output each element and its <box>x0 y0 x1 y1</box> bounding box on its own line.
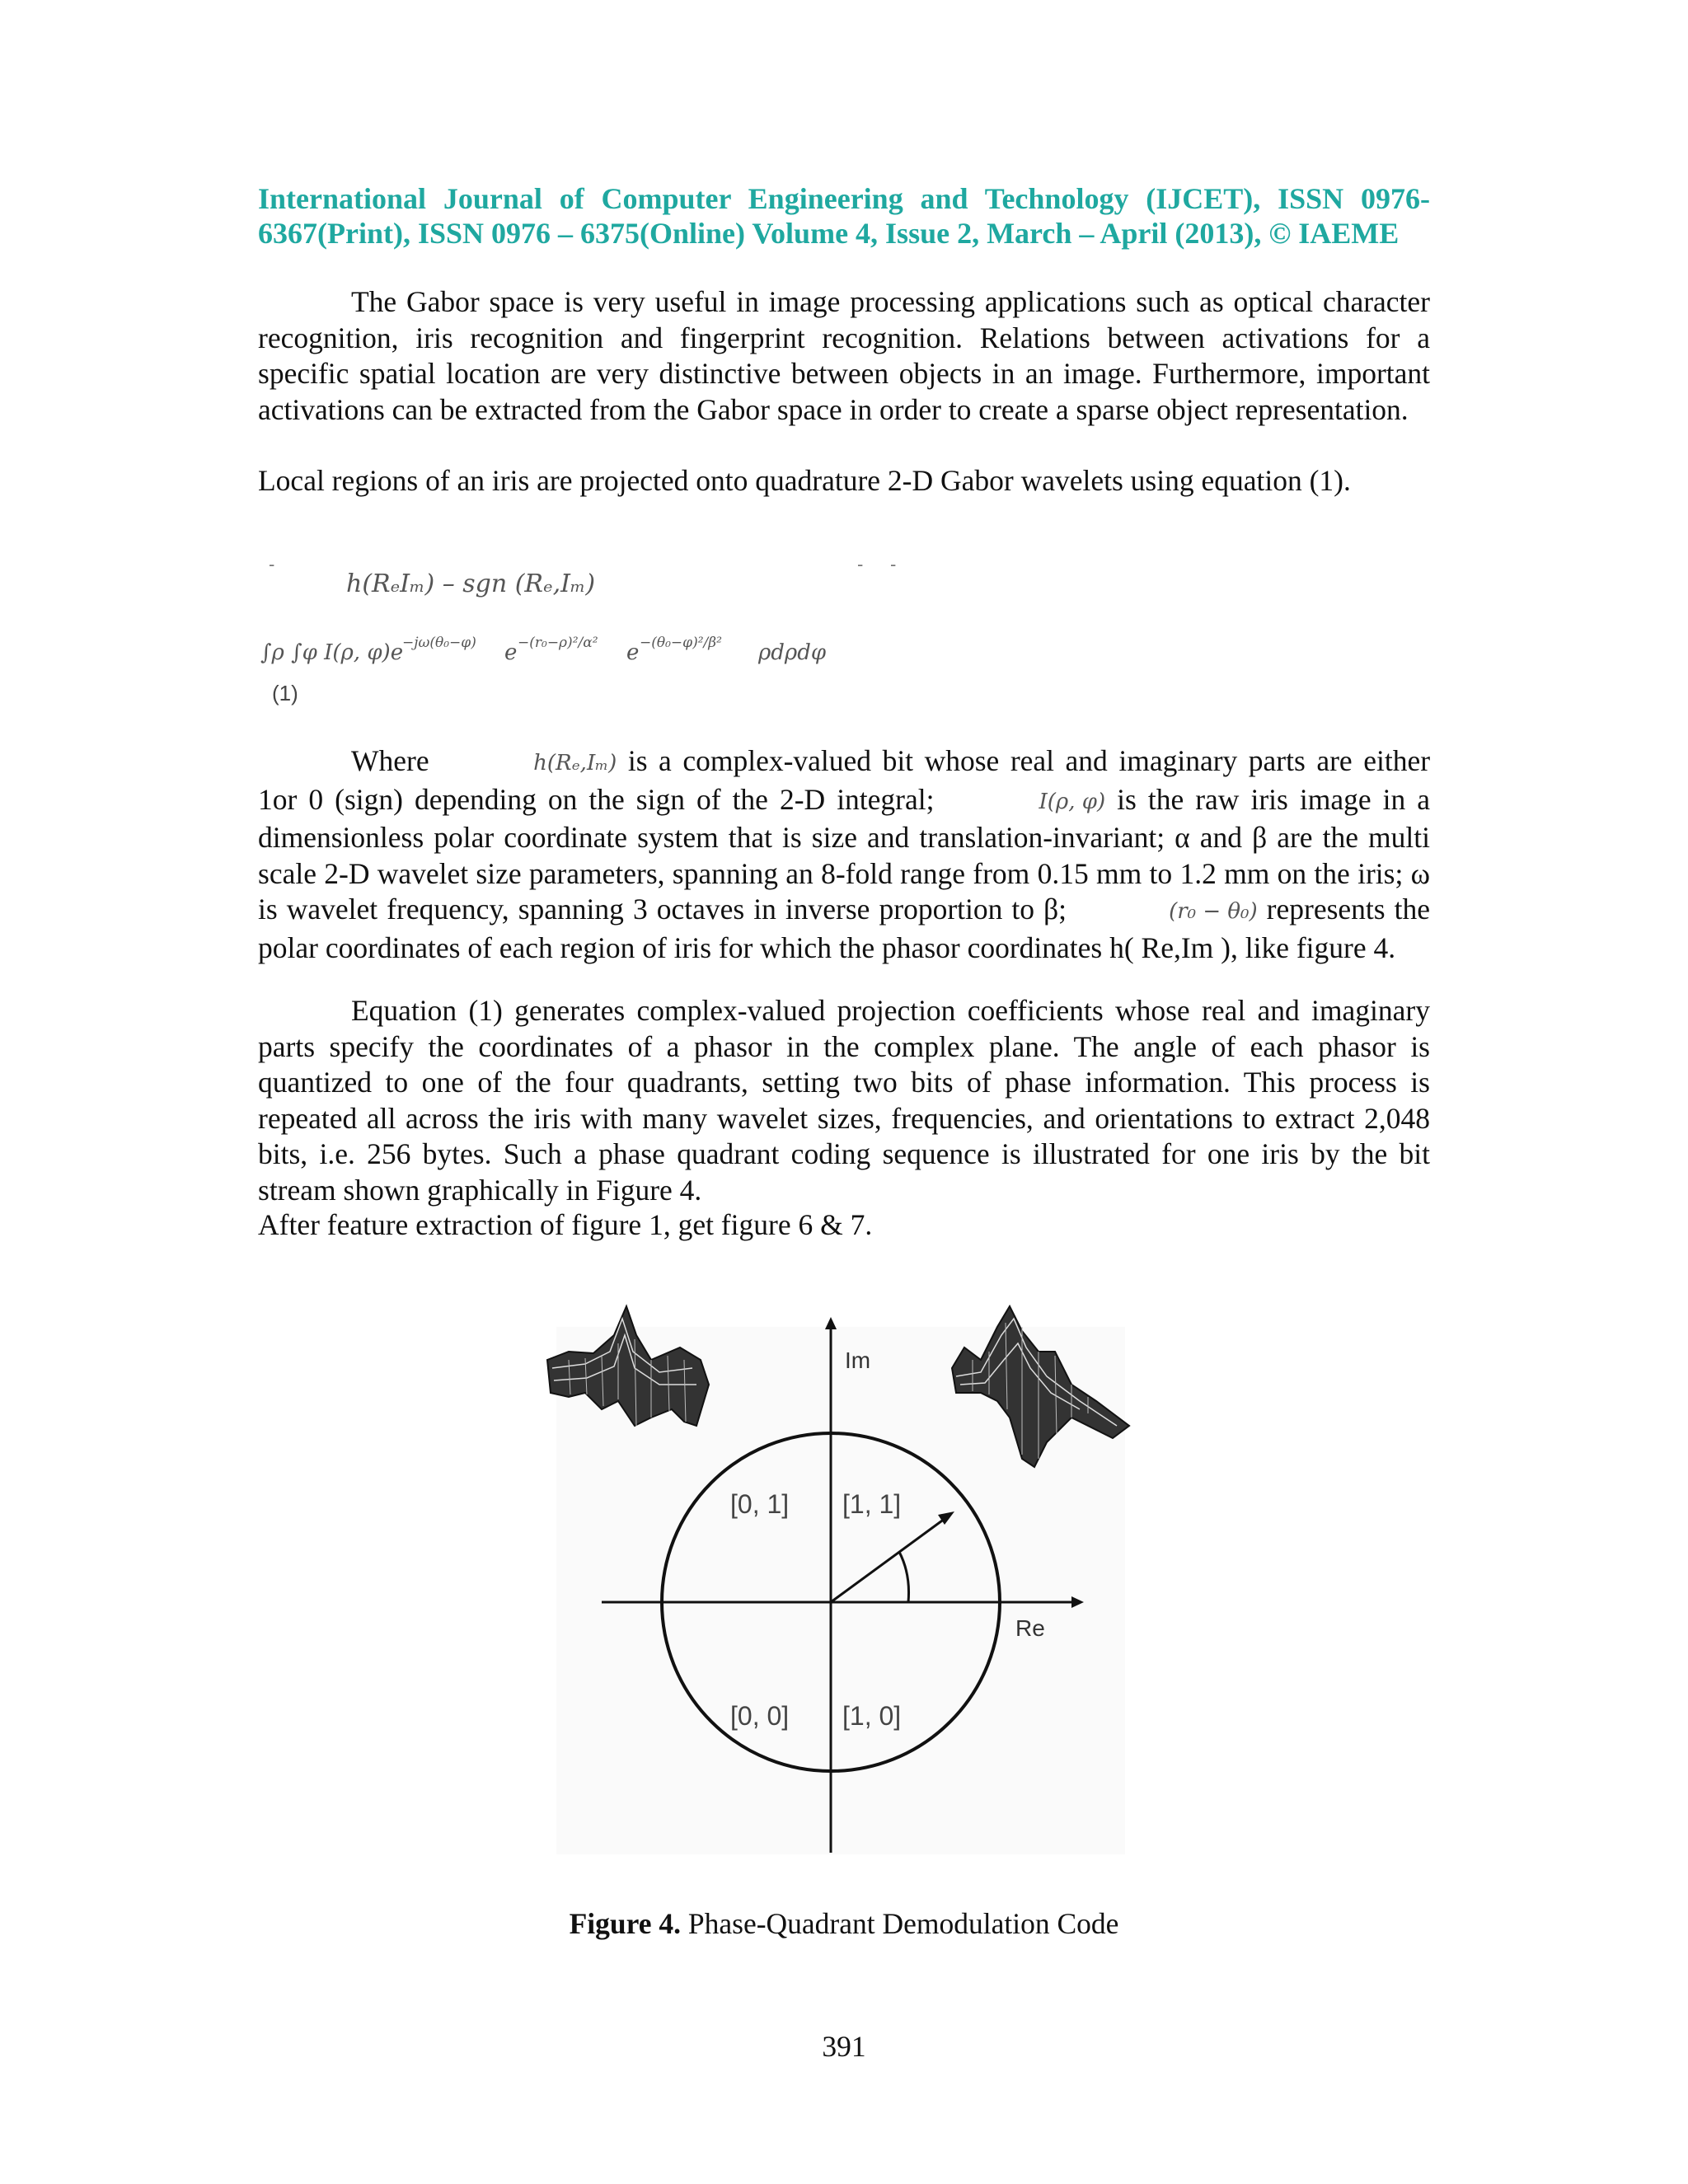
equation-line-2-exp-3: −(θ₀−φ)²/β² <box>640 635 722 651</box>
equation-line-2-e-2: e <box>504 640 518 665</box>
page-number: 391 <box>822 2030 866 2063</box>
figure-4-caption <box>0 1905 1688 1942</box>
paragraph-gabor-space: The Gabor space is very useful in image processing applications such as optical character recognition, iris recognition and fingerprint recognition. Relations between activations for a specific spatial location are very distinctive between objects in an image. Furthermore, important activations can be extracted from the Gabor space in order to create a sparse object representation. <box>258 285 1430 426</box>
symbol-i-rho-phi: I(ρ, φ) <box>1039 789 1106 814</box>
equation-line-2-e-3: e <box>626 640 640 665</box>
paragraph-after-feature: After feature extraction of figure 1, get figure 6 & 7. <box>258 1208 873 1241</box>
where-text-4: represents the polar coordinates of each region of iris for which the phasor coordinates h( Re,Im ), like figure 4. <box>258 893 1431 964</box>
figure-4-phase-quadrant <box>536 1302 1146 1863</box>
where-text-3: is the raw iris image in a dimensionless polar coordinate system that is size and translation-invariant; α and β are the multi scale 2-D wavelet size parameters, spanning an 8-fold range from 0.15 mm to 1.2 mm on the iris; ω is wavelet frequency, spanning 3 octaves in inverse proportion to β; <box>258 782 1430 926</box>
symbol-r0-theta0: (r₀ − θ₀) <box>1169 899 1258 925</box>
quadrant-label-0-0: [0, 0] <box>730 1701 790 1731</box>
equation-line-1: h(RₑIₘ) – sgn (Rₑ,Iₘ) <box>346 569 596 598</box>
equation-dash-1: - <box>269 554 275 574</box>
symbol-h-re-im: h(Rₑ,Iₘ) <box>533 751 617 776</box>
axis-label-re: Re <box>1015 1615 1045 1641</box>
equation-line-2-exp-1: −jω(θ₀−φ) <box>402 635 476 651</box>
paragraph-equation-generates: Equation (1) generates complex-valued projection coefficients whose real and imaginary parts specify the coordinates of a phasor in the complex plane. The angle of each phasor is quantized to one of the four quadrants, setting two bits of phase information. This process is repeated all across the iris with many wavelet sizes, frequencies, and orientations to extract 2,048 bits, i.e. 256 bytes. Such a phase quadrant coding sequence is illustrated for one iris by the bit stream shown graphically in Figure 4. <box>258 994 1430 1207</box>
where-text-1: Where <box>351 744 429 777</box>
equation-line-2-tail: ρdρdφ <box>758 640 827 665</box>
journal-header: International Journal of Computer Engineering and Technology (IJCET), ISSN 0976-6367(Print), ISSN 0976 – 6375(Online) Volume 4, Issue 2, March – April (2013), © IAEME <box>258 182 1430 250</box>
equation-line-2-integral: ∫ρ ∫φ I(ρ, φ)e <box>260 640 404 665</box>
equation-line-2-exp-2: −(r₀−ρ)²/α² <box>518 635 598 651</box>
caption-label: Figure 4. <box>569 1907 682 1940</box>
imaginary-axis-arrow <box>825 1317 837 1329</box>
paragraph-where <box>258 743 1430 966</box>
equation-dash-2: - <box>857 554 864 574</box>
equation-1 <box>247 552 897 717</box>
quadrant-label-1-1: [1, 1] <box>842 1489 902 1519</box>
paragraph-local-regions: Local regions of an iris are projected onto quadrature 2-D Gabor wavelets using equation (1). <box>258 464 1351 497</box>
where-text-2: is a complex-valued bit whose real and imaginary parts are either 1or 0 (sign) depending on the sign of the 2-D integral; <box>258 744 1431 816</box>
quadrant-label-0-1: [0, 1] <box>730 1489 790 1519</box>
equation-dash-3: - <box>890 554 897 574</box>
caption-text: Phase-Quadrant Demodulation Code <box>681 1907 1119 1940</box>
equation-number: (1) <box>272 681 298 705</box>
axis-label-im: Im <box>845 1347 871 1373</box>
quadrant-label-1-0: [1, 0] <box>842 1701 902 1731</box>
